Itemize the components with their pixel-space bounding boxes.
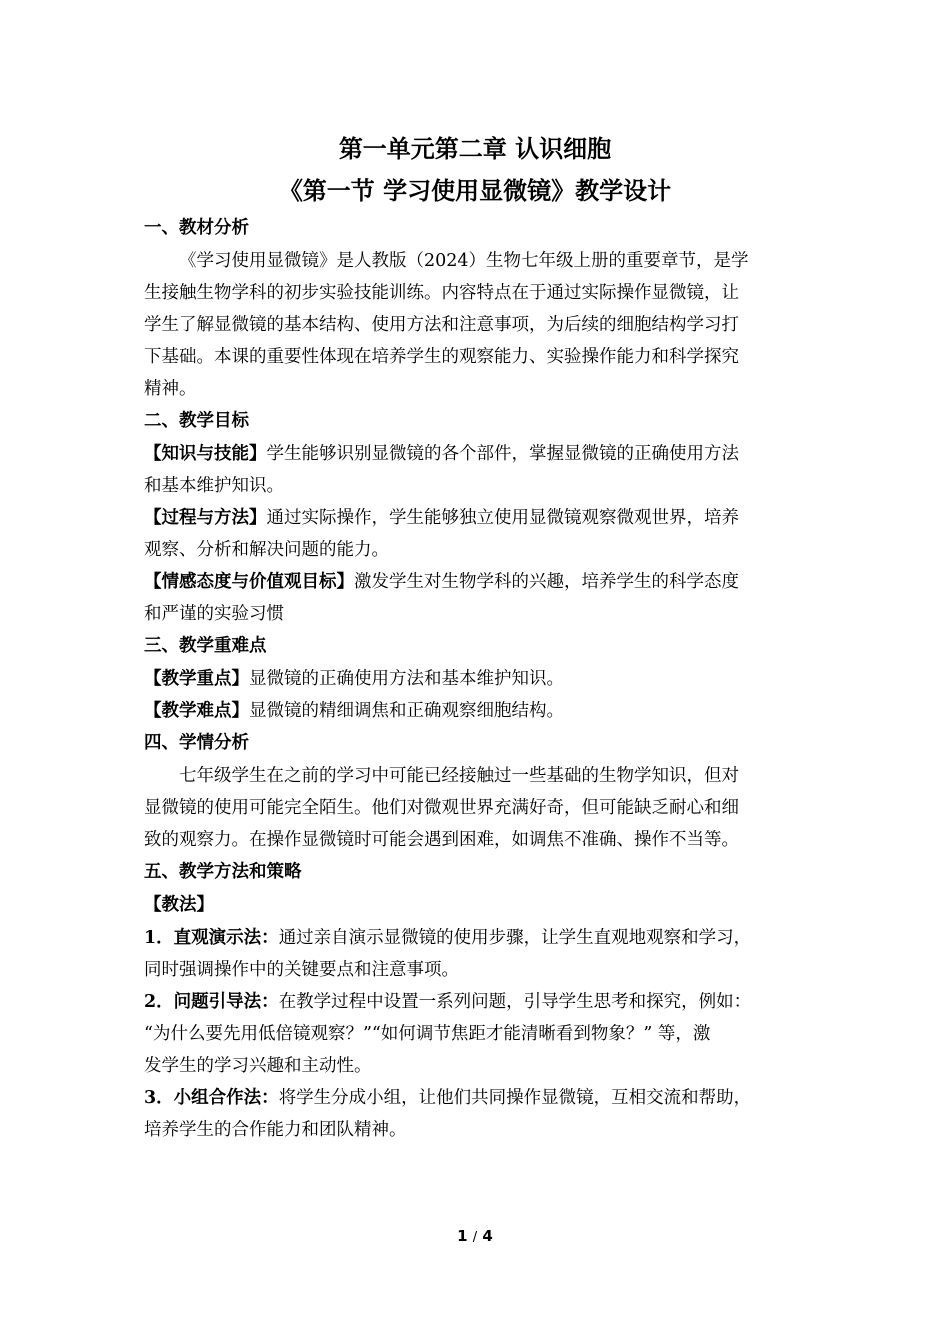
- document-page: [144, 128, 806, 1146]
- section-heading-5: 五、教学方法和策略: [144, 862, 302, 882]
- key-point-text: 显微镜的正确使用方法和基本维护知识。: [249, 669, 564, 689]
- section-heading-3: 三、教学重难点: [144, 636, 267, 656]
- method-2: [144, 986, 806, 1018]
- section-4-line: 致的观察力。在操作显微镜时可能会遇到困难，如调焦不准确、操作不当等。: [144, 830, 739, 850]
- method-2-cont: “为什么要先用低倍镜观察？”“如何调节焦距才能清晰看到物象？” 等，激: [144, 1024, 711, 1044]
- goal-emotion: [144, 566, 806, 598]
- page-total: 4: [482, 1227, 493, 1245]
- chapter-title: 第一单元第二章 认识细胞: [338, 134, 612, 163]
- section-heading-1: 一、教材分析: [144, 218, 249, 238]
- method-1-text: 通过亲自演示显微镜的使用步骤，让学生直观地观察和学习，: [278, 928, 752, 948]
- goal-knowledge-label: 【知识与技能】: [144, 444, 267, 464]
- section-1-line: 学生了解显微镜的基本结构、使用方法和注意事项，为后续的细胞结构学习打: [144, 315, 739, 335]
- method-3-cont: 培养学生的合作能力和团队精神。: [144, 1120, 407, 1140]
- goal-emotion-label: 【情感态度与价值观目标】: [144, 572, 354, 592]
- goal-emotion-cont: 和严谨的实验习惯: [144, 604, 284, 624]
- section-heading-4: 四、学情分析: [144, 733, 249, 753]
- teaching-method-subheading: 【教法】: [144, 895, 214, 915]
- key-point-label: 【教学重点】: [144, 669, 249, 689]
- difficult-point-label: 【教学难点】: [144, 701, 249, 721]
- goal-knowledge: [144, 438, 806, 470]
- goal-process-text: 通过实际操作，学生能够独立使用显微镜观察微观世界，培养: [266, 508, 739, 528]
- section-1-line: 下基础。本课的重要性体现在培养学生的观察能力、实验操作能力和科学探究: [144, 347, 739, 367]
- lesson-title: 《第一节 学习使用显微镜》教学设计: [278, 176, 672, 205]
- key-point: [144, 663, 806, 695]
- method-3-label: 3．小组合作法：: [144, 1088, 279, 1108]
- goal-knowledge-text: 学生能够识别显微镜的各个部件，掌握显微镜的正确使用方法: [266, 444, 739, 464]
- method-2-label: 2．问题引导法：: [144, 992, 279, 1012]
- goal-process-cont: 观察、分析和解决问题的能力。: [144, 540, 389, 560]
- section-1-line: 精神。: [144, 379, 197, 399]
- goal-emotion-text: 激发学生对生物学科的兴趣，培养学生的科学态度: [354, 572, 739, 592]
- method-1-label: 1．直观演示法：: [144, 928, 279, 948]
- section-4-line: 显微镜的使用可能完全陌生。他们对微观世界充满好奇，但可能缺乏耐心和细: [144, 798, 739, 818]
- goal-knowledge-cont: 和基本维护知识。: [144, 476, 284, 496]
- page-number: [0, 1226, 950, 1248]
- page-current: 1: [457, 1227, 468, 1245]
- method-1: [144, 922, 806, 954]
- difficult-point-text: 显微镜的精细调焦和正确观察细胞结构。: [249, 701, 564, 721]
- section-1-line: 《学习使用显微镜》是人教版（2024）生物七年级上册的重要章节，是学: [179, 251, 749, 271]
- method-3: [144, 1082, 806, 1114]
- section-1-line: 生接触生物学科的初步实验技能训练。内容特点在于通过实际操作显微镜，让: [144, 283, 739, 303]
- page-separator: /: [472, 1230, 478, 1245]
- difficult-point: [144, 695, 806, 727]
- method-1-cont: 同时强调操作中的关键要点和注意事项。: [144, 960, 459, 980]
- section-4-line: 七年级学生在之前的学习中可能已经接触过一些基础的生物学知识，但对: [179, 766, 739, 786]
- section-heading-2: 二、教学目标: [144, 411, 249, 431]
- goal-process: [144, 502, 806, 534]
- method-3-text: 将学生分成小组，让他们共同操作显微镜，互相交流和帮助，: [278, 1088, 752, 1108]
- method-2-cont: 发学生的学习兴趣和主动性。: [144, 1056, 372, 1076]
- method-2-text: 在教学过程中设置一系列问题，引导学生思考和探究，例如：: [278, 992, 752, 1012]
- goal-process-label: 【过程与方法】: [144, 508, 267, 528]
